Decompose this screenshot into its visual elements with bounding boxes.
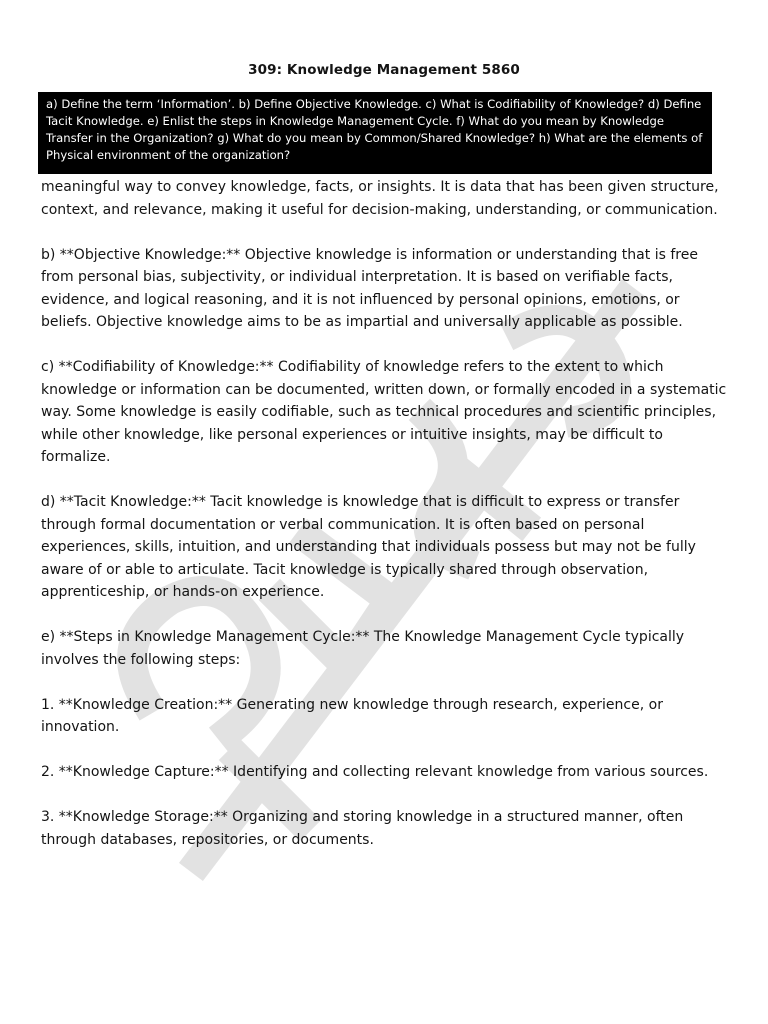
question-list: a) Define the term ‘Information’. b) Define Objective Knowledge. c) What is Codifiability of Knowledge? d) Define Tacit Knowledge. e) Enlist the steps in Knowledge Management Cycle. f) What do you mean by Knowledge Transfer in the Organization? g) What do you mean by Common/Shared Knowledge? h) What are the elements of Physical environment of the organization? [46,97,703,162]
paragraph-tacit-knowledge: d) **Tacit Knowledge:** Tacit knowledge is knowledge that is difficult to express or transfer through formal documentation or verbal communication. It is often based on personal experiences, skills, intuition, and understanding that individuals possess but may not be fully aware of or able to articulate. Tacit knowledge is typically shared through observation, apprenticeship, or hands-on experience. [41,494,696,600]
question-box [38,92,712,174]
document-body [41,176,731,874]
paragraph-information-continued: meaningful way to convey knowledge, facts, or insights. It is data that has been given structure, context, and relevance, making it useful for decision-making, understanding, or communication. [41,179,719,218]
paragraph-codifiability: c) **Codifiability of Knowledge:** Codifiability of knowledge refers to the extent to which knowledge or information can be documented, written down, or formally encoded in a systematic way. Some knowledge is easily codifiable, such as technical procedures and scientific principles, while other knowledge, like personal experiences or intuitive insights, may be difficult to formalize. [41,359,727,465]
document-title: 309: Knowledge Management 5860 [248,62,520,78]
paragraph-km-cycle-steps: e) **Steps in Knowledge Management Cycle:** The Knowledge Management Cycle typically involves the following steps: [41,629,685,668]
list-item-knowledge-storage: 3. **Knowledge Storage:** Organizing and storing knowledge in a structured manner, often through databases, repositories, or documents. [41,809,684,848]
list-item-knowledge-capture: 2. **Knowledge Capture:** Identifying and collecting relevant knowledge from various sources. [41,764,709,780]
list-item-knowledge-creation: 1. **Knowledge Creation:** Generating new knowledge through research, experience, or innovation. [41,696,663,735]
paragraph-objective-knowledge: b) **Objective Knowledge:** Objective knowledge is information or understanding that is free from personal bias, subjectivity, or individual interpretation. It is based on verifiable facts, evidence, and logical reasoning, and it is not influenced by personal opinions, emotions, or beliefs. Objective knowledge aims to be as impartial and universally applicable as possible. [41,246,698,330]
